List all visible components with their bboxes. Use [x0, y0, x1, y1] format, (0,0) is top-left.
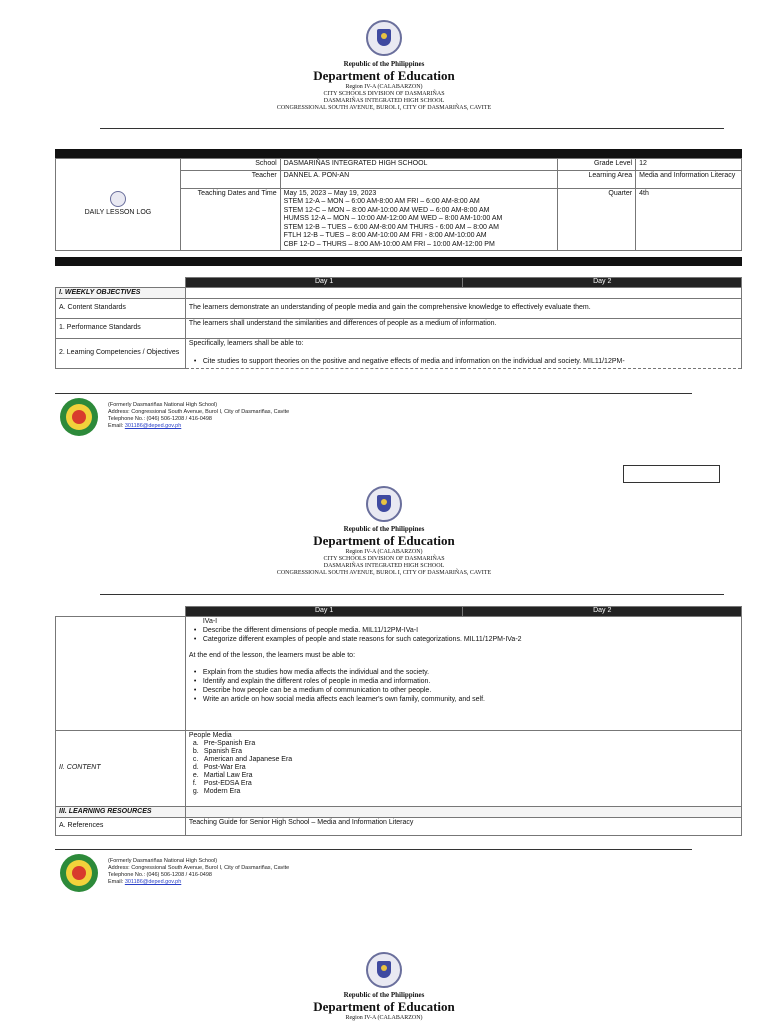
deped-seal-icon [366, 952, 402, 988]
header-divider [100, 594, 724, 595]
footer-divider [55, 393, 692, 394]
page2-footer: (Formerly Dasmariñas National High School) Address: Congressional South Avenue, Burol I, City of Dasmariñas, Cavite Telephone No.: (046) 506-1208 / 416-0498 Email: 301186@deped.gov.ph [108, 858, 290, 885]
learning-competencies-cell: Specifically, learners shall be able to: • Cite studies to support theories on the positive and negative effects of media and information on the individual and society. MIL11/12PM- [185, 339, 741, 369]
page1-footer: (Formerly Dasmariñas National High School) Address: Congressional South Avenue, Burol I, City of Dasmariñas, Cavite Telephone No.: (046) 506-1208 / 416-0498 Email: 301186@deped.gov.ph [108, 402, 290, 429]
learning-area-value: Media and Information Literacy [636, 170, 742, 188]
school-logo-icon [60, 398, 98, 436]
department-title: Department of Education [313, 68, 455, 83]
competencies-continued-cell: IVa-I • Describe the different dimensions of people media. MIL11/12PM-IVa-I • Categorize different examples of people and state reasons for such categorizations. MIL11/12PM-IVa-2 At the end of the lesson, the learners must be able to: • Explain from the studies how media affects the individual and the society. • Identify and explain the different roles of people in media and information. • Describe how people can be a medium of communication to other people. • Write an article on how social media affects each learner's own family, community, and self. [185, 616, 741, 730]
performance-standards-text: The learners shall understand the similarities and differences of people as a medium of information. [185, 319, 741, 339]
learning-resources-heading: III. LEARNING RESOURCES [56, 806, 186, 818]
school-email-link[interactable]: 301186@deped.gov.ph [124, 423, 182, 429]
lesson-log-title-cell [56, 159, 181, 251]
school-logo-icon [60, 854, 98, 892]
content-cell: People Media a. Pre-Spanish Era b. Spanish Era c. American and Japanese Era d. Post-War Era e. Martial Law Era f. Post-EDSA Era g. Modern Era [185, 730, 741, 806]
page3-header: Republic of the Philippines Department of Education Region IV-A (CALABARZON) [313, 991, 455, 1021]
page1-header: Republic of the Philippines Department of Education Region IV-A (CALABARZON) CITY SCHOOLS DIVISION OF DASMARIÑAS DASMARIÑAS INTEGRATED HIGH SCHOOL CONGRESSIONAL SOUTH AVENUE, BUROL I, CITY OF DASMARIÑAS, CAVITE [0, 60, 768, 112]
page2-header: Republic of the Philippines Department of Education Region IV-A (CALABARZON) CITY SCHOOLS DIVISION OF DASMARIÑAS DASMARIÑAS INTEGRATED HIGH SCHOOL CONGRESSIONAL SOUTH AVENUE, BUROL I, CITY OF DASMARIÑAS, CAVITE [276, 525, 492, 576]
lesson-info-table: DAILY LESSON LOG School DASMARIÑAS INTEGRATED HIGH SCHOOL Grade Level 12 Teacher DANNEL A. PON-AN Learning Area Media and Information Literacy Teaching Dates and Time May 15, 2023 – May 19, 2023 STEM 12-A – MON – 6:00 AM-8:00 AM FRI – 6:00 AM-8:00 AM STEM 12-C – MON – 8:00 AM-10:00 AM WED – 6:00 AM-8:00 AM HUMSS 12-A – MON – 10:00 AM-12:00 AM WED – 8:00 AM-10:00 AM STEM 12-B – TUES – 6:00 AM-8:00 AM THURS - 6:00 AM – 8:00 AM FTLH 12-B – TUES – 8:00 AM-10:00 AM FRI - 8:00 AM-10:00 AM CBF 12-D – THURS – 8:00 AM-10:00 AM FRI – 10:00 AM-12:00 PM Quarter 4th [55, 158, 742, 251]
deped-small-seal-icon [110, 191, 126, 207]
info-bottom-bar [55, 257, 742, 266]
content-heading: II. CONTENT [56, 730, 186, 806]
weekly-objectives-heading: I. WEEKLY OBJECTIVES [56, 287, 186, 299]
day2-header: Day 2 [463, 278, 742, 288]
references-text: Teaching Guide for Senior High School – Media and Information Literacy [185, 818, 741, 836]
continuation-table: Day 1 Day 2 IVa-I • Describe the different dimensions of people media. MIL11/12PM-IVa-I • Categorize different examples of people and state reasons for such categorizations. MIL11/12PM-IVa-2 At the end of the lesson, the learners must be able to: • Explain from the studies how media affects the individual and the society. • Identify and explain the different roles of people in media and information. • Describe how people can be a medium of communication to other people. • Write an article on how social media affects each learner's own family, community, and self. II. CONTENT People Media a. Pre-Spanish Era b. Spanish Era c. American and Japanese Era d. Post-War Era e. Martial Law Era f. Post-EDSA Era g. Modern Era III. LEARNING RESOURCES A. References Teaching Guide for Senior High School – Media and Information Literacy [55, 606, 742, 836]
teaching-dates-cell: May 15, 2023 – May 19, 2023 STEM 12-A – MON – 6:00 AM-8:00 AM FRI – 6:00 AM-8:00 AM STEM 12-C – MON – 8:00 AM-10:00 AM WED – 6:00 AM-8:00 AM HUMSS 12-A – MON – 10:00 AM-12:00 AM WED – 8:00 AM-10:00 AM STEM 12-B – TUES – 6:00 AM-8:00 AM THURS - 6:00 AM – 8:00 AM FTLH 12-B – TUES – 8:00 AM-10:00 AM FRI - 8:00 AM-10:00 AM CBF 12-D – THURS – 8:00 AM-10:00 AM FRI – 10:00 AM-12:00 PM [280, 188, 558, 251]
deped-seal-icon [366, 486, 402, 522]
page-number-box [623, 465, 720, 483]
footer-divider [55, 849, 692, 850]
school-value: DASMARIÑAS INTEGRATED HIGH SCHOOL [280, 159, 558, 171]
info-top-bar [55, 149, 742, 158]
school-email-link[interactable]: 301186@deped.gov.ph [124, 879, 182, 885]
lesson-log-title: DAILY LESSON LOG [84, 209, 152, 217]
content-standards-text: The learners demonstrate an understanding of people media and gain the comprehensive knowledge to effectively evaluate them. [185, 299, 741, 319]
day1-header: Day 1 [185, 278, 463, 288]
grade-value: 12 [636, 159, 742, 171]
header-divider [100, 128, 724, 129]
quarter-value: 4th [636, 188, 742, 251]
teacher-value: DANNEL A. PON-AN [280, 170, 558, 188]
deped-seal-icon [366, 20, 402, 56]
objectives-table: Day 1 Day 2 I. WEEKLY OBJECTIVES A. Content Standards The learners demonstrate an understanding of people media and gain the comprehensive knowledge to effectively evaluate them. 1. Performance Standards The learners shall understand the similarities and differences of people as a medium of information. 2. Learning Competencies / Objectives Specifically, learners shall be able to: • Cite studies to support theories on the positive and negative effects of media and information on the individual and society. MIL11/12PM- [55, 277, 742, 369]
